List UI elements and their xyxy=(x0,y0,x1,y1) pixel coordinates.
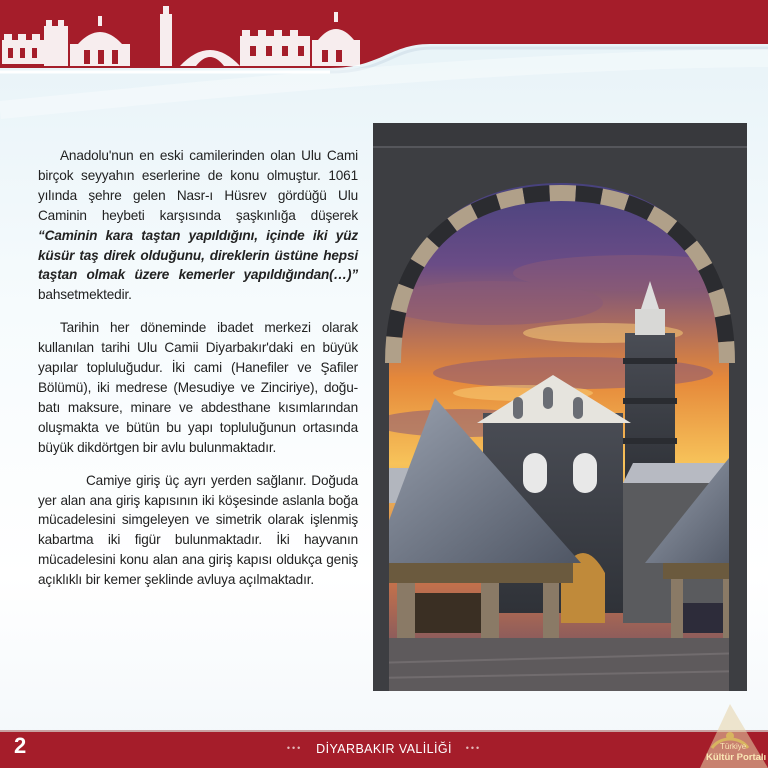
logo-line-2: Kültür Portalı xyxy=(706,752,767,763)
article-text xyxy=(38,146,358,603)
paragraph-1 xyxy=(38,146,358,305)
paragraph-1-intro: Anadolu'nun en eski camilerinden olan Ulu Cami birçok seyyahın eserlerine de konu olmuştur. 1061 yılında şehre gelen Nasr-ı Hüsrev gördüğü Ulu Caminin heybeti karşısında şaşkınlığa düşerek xyxy=(38,148,358,223)
paragraph-2: Tarihin her döneminde ibadet merkezi olarak kullanılan tarihi Ulu Camii Diyarbakır'daki en büyük yapılar topluluğudur. İki cami (Hanefiler ve Şafiler Bölümü), iki medrese (Mesudiye ve Zinciriye), doğu-batı maksure, minare ve abdesthane kısımlarından oluşmakta ve bütün bu yapı topluluğunun ortasında büyük dikdörtgen bir avlu bulunmaktadır. xyxy=(38,320,358,455)
nasir-husrev-quote: “Caminin kara taştan yapıldığını, içinde iki yüz küsür taş direk olduğunu, direklerin üstüne hepsi taştan olmak üzere kemerler yapıldığından(…)” xyxy=(38,227,358,283)
header-banner xyxy=(0,0,768,130)
footer-title: DİYARBAKIR VALİLİĞİ xyxy=(316,742,452,756)
paragraph-3: Camiye giriş üç ayrı yerden sağlanır. Doğuda yer alan ana giriş kapısının iki köşesinde aslanla boğa mücadelesini simgeleyen ve simetrik olarak işlenmiş kabartma iki figür bulunmaktadır. İki hayvanın mücadelesini konu alan ana giriş kapısı oldukça geniş açıklıklı bir kemer şeklinde avluya açılmaktadır. xyxy=(38,472,358,588)
paragraph-1-end: bahsetmektedir. xyxy=(38,287,132,303)
logo-line-1: Türkiye xyxy=(720,742,747,751)
ulu-cami-photo xyxy=(373,123,747,691)
page-number: 2 xyxy=(14,733,27,758)
footer-title-group xyxy=(0,742,768,756)
footer-dots-left: ••• xyxy=(286,743,303,753)
footer-dots-right: ••• xyxy=(465,743,482,753)
